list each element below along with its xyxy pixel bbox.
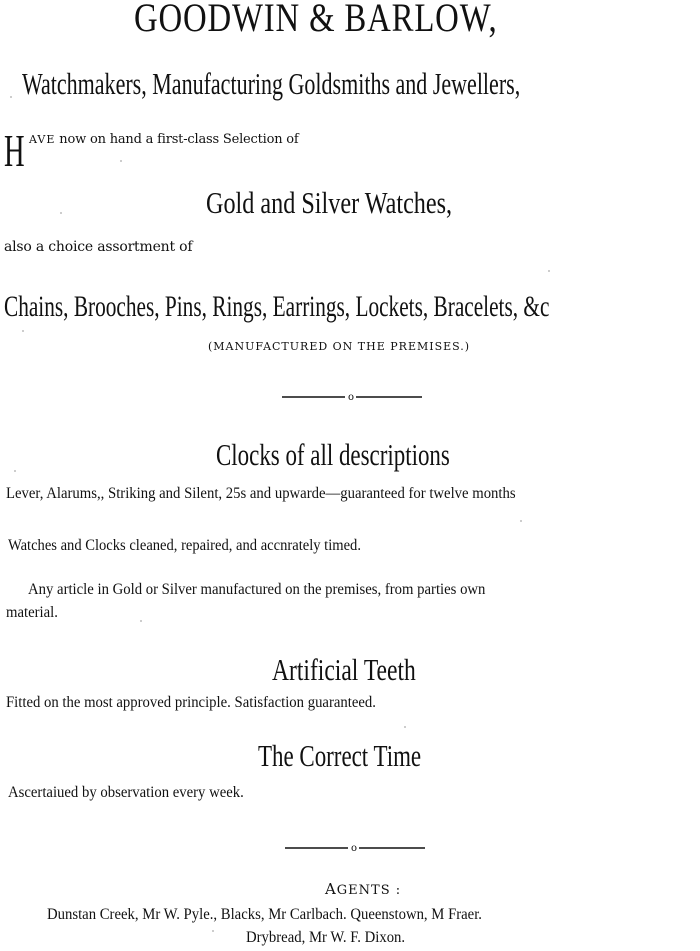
paper-speck bbox=[520, 520, 522, 522]
paper-speck bbox=[140, 620, 142, 622]
agents-list: Dunstan Creek, Mr W. Pyle., Blacks, Mr Carlbach. Queenstown, M Fraer. bbox=[47, 906, 482, 923]
watches-heading: Gold and Silver Watches, bbox=[206, 185, 453, 220]
clocks-heading: Clocks of all descriptions bbox=[216, 437, 450, 472]
time-description: Ascertaiued by observation every week. bbox=[8, 784, 244, 801]
time-heading: The Correct Time bbox=[258, 738, 422, 773]
paper-speck bbox=[548, 270, 550, 272]
jewelry-list: Chains, Brooches, Pins, Rings, Earrings, Lockets, Bracelets, &c bbox=[4, 290, 550, 323]
clocks-description: Lever, Alarums,, Striking and Silent, 25s and upwarde—guaranteed for twelve months bbox=[6, 485, 516, 502]
custom-manufacture-continued: material. bbox=[6, 604, 58, 621]
agents-heading-rest: GENTS bbox=[336, 883, 391, 898]
assortment-text: also a choice assortment of bbox=[4, 239, 193, 255]
teeth-heading: Artificial Teeth bbox=[272, 652, 416, 687]
agents-heading-initial: A bbox=[325, 880, 337, 898]
paper-speck bbox=[212, 930, 214, 932]
cleaning-service: Watches and Clocks cleaned, repaired, and accnrately timed. bbox=[8, 537, 361, 554]
paper-speck bbox=[60, 212, 62, 214]
intro-text: now on hand a first-class Selection of bbox=[55, 132, 299, 147]
agents-heading bbox=[325, 880, 401, 898]
paper-speck bbox=[14, 470, 16, 472]
paper-speck bbox=[10, 96, 12, 98]
teeth-description: Fitted on the most approved principle. Satisfaction guaranteed. bbox=[6, 694, 376, 711]
paper-speck bbox=[120, 160, 122, 162]
divider-ornament bbox=[282, 388, 422, 402]
paper-speck bbox=[404, 726, 406, 728]
advertiser-name: GOODWIN & BARLOW, bbox=[134, 0, 498, 40]
paper-speck bbox=[22, 330, 24, 332]
agents-list-continued: Drybread, Mr W. F. Dixon. bbox=[246, 929, 406, 946]
svg-text:o: o bbox=[351, 843, 358, 854]
custom-manufacture: Any article in Gold or Silver manufactured on the premises, from parties own bbox=[28, 581, 486, 598]
drop-cap: H bbox=[4, 125, 25, 176]
svg-text:o: o bbox=[348, 392, 355, 403]
trade-description: Watchmakers, Manufacturing Goldsmiths and Jewellers, bbox=[22, 66, 521, 101]
divider-ornament-2 bbox=[285, 839, 425, 853]
intro-line bbox=[29, 132, 299, 147]
manufactured-note: (MANUFACTURED ON THE PREMISES.) bbox=[208, 340, 471, 353]
agents-heading-suffix: : bbox=[390, 883, 402, 898]
drop-cap-rest: AVE bbox=[29, 133, 56, 146]
